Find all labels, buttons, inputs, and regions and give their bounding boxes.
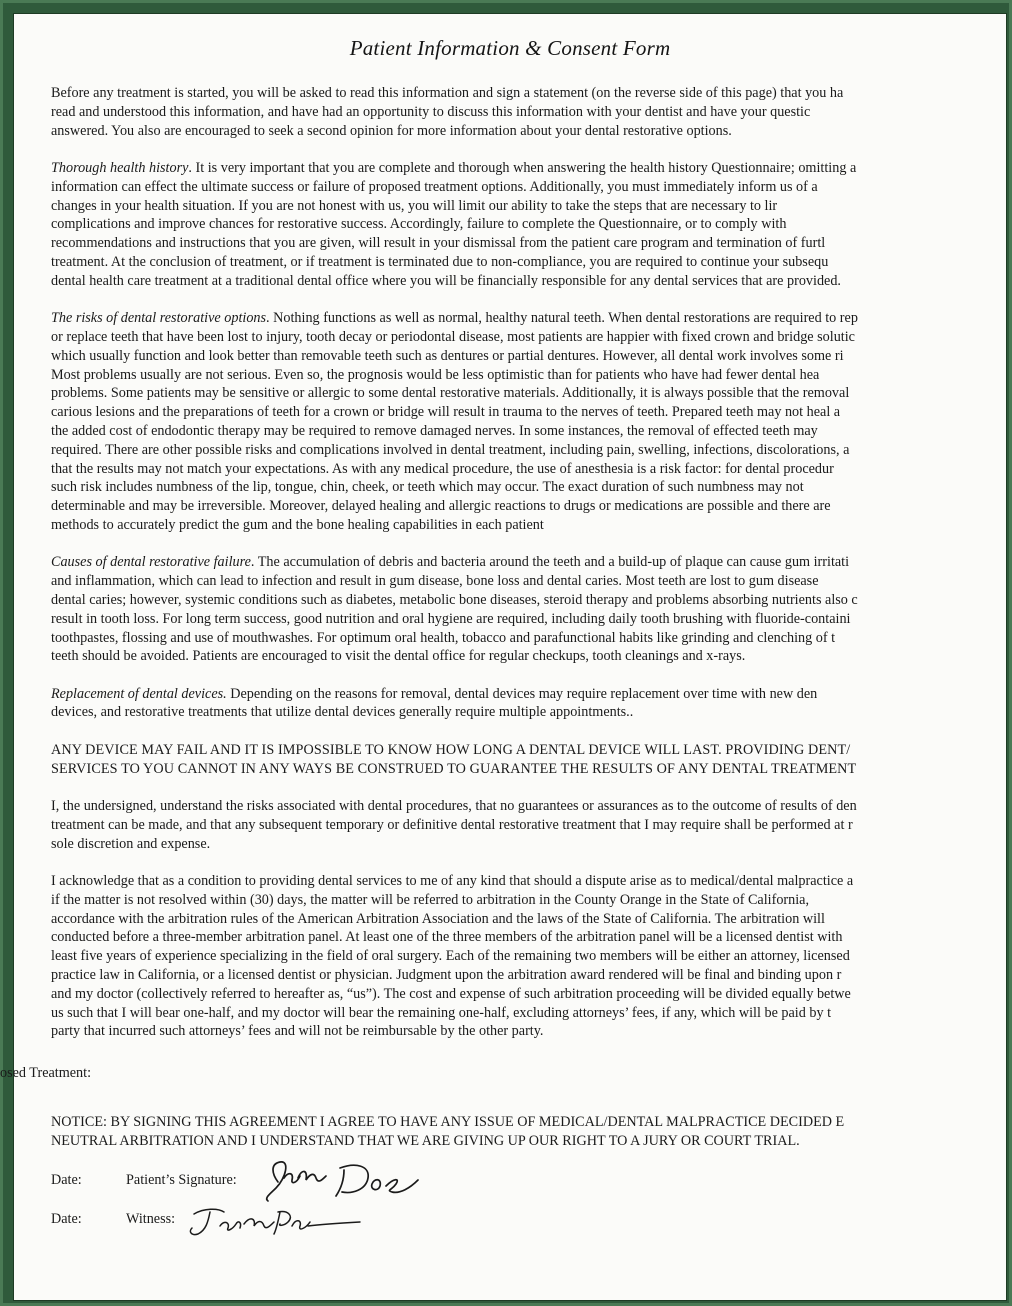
causes-first-line xyxy=(51,553,1011,572)
warning-line: SERVICES TO YOU CANNOT IN ANY WAYS BE CONSTRUED TO GUARANTEE THE RESULTS OF ANY DENTAL TREATMENT xyxy=(51,760,857,777)
health-history-line: complications and improve chances for restorative success. Accordingly, failure to complete the Questionnaire, or to comply with xyxy=(51,216,787,233)
consent-form-page xyxy=(0,13,1007,1301)
health-history-line: recommendations and instructions that you are given, will result in your dismissal from the patient care program and termination of furtl xyxy=(51,235,826,252)
risks-line: such risk includes numbness of the lip, tongue, chin, cheek, or teeth which may occur. The exact duration of such numbness may not xyxy=(51,479,804,496)
notice-line: NEUTRAL ARBITRATION AND I UNDERSTAND THAT WE ARE GIVING UP OUR RIGHT TO A JURY OR COURT TRIAL. xyxy=(51,1132,800,1149)
causes-heading: Causes of dental restorative failure xyxy=(51,554,251,571)
risks-line: . Nothing functions as well as normal, healthy natural teeth. When dental restorations are required to rep xyxy=(266,310,858,327)
intro-line: answered. You also are encouraged to seek a second opinion for more information about your dental restorative options. xyxy=(51,122,732,139)
undersigned-paragraph xyxy=(51,797,1011,853)
arbitration-line: conducted before a three-member arbitration panel. At least one of the three members of the arbitration panel will be a licensed dentist with xyxy=(51,929,843,946)
device-warning-paragraph xyxy=(51,741,1011,779)
causes-line: teeth should be avoided. Patients are encouraged to visit the dental office for regular checkups, tooth cleanings and x-rays. xyxy=(51,648,746,665)
risks-line: that the results may not match your expectations. As with any medical procedure, the use of anesthesia is a risk factor: for dental procedur xyxy=(51,460,834,477)
health-history-paragraph xyxy=(51,159,1011,291)
intro-line: read and understood this information, and have had an opportunity to discuss this information with your dentist and have your questic xyxy=(51,103,811,120)
undersigned-line: treatment can be made, and that any subsequent temporary or definitive dental restorative treatment that I may require shall be performed at r xyxy=(51,816,853,833)
arbitration-line: accordance with the arbitration rules of the American Arbitration Association and the laws of the State of California. The arbitration will xyxy=(51,910,825,927)
warning-line: ANY DEVICE MAY FAIL AND IT IS IMPOSSIBLE TO KNOW HOW LONG A DENTAL DEVICE WILL LAST. PROVIDING DENT/ xyxy=(51,741,851,758)
undersigned-line: sole discretion and expense. xyxy=(51,835,211,852)
health-history-line: changes in your health situation. If you are not honest with us, you will limit our ability to take the steps that are necessary to lir xyxy=(51,197,778,214)
arbitration-notice xyxy=(51,1113,1011,1151)
risks-heading: The risks of dental restorative options xyxy=(51,310,267,327)
arbitration-line: party that incurred such attorneys’ fees and will not be reimbursable by the other party. xyxy=(51,1023,544,1040)
undersigned-line: I, the undersigned, understand the risks associated with dental procedures, that no guarantees or assurances as to the outcome of results of den xyxy=(51,798,857,815)
arbitration-line: I acknowledge that as a condition to providing dental services to me of any kind that should a dispute arise as to medical/dental malpractice a xyxy=(51,873,854,890)
health-history-line: information can effect the ultimate success or failure of proposed treatment options. Additionally, you must immediately inform us of a xyxy=(51,178,818,195)
causes-paragraph xyxy=(51,553,1011,666)
risks-line: or replace teeth that have been lost to injury, tooth decay or periodontal disease, most patients are happier with fixed crown and bridge solutic xyxy=(51,328,855,345)
form-title: Patient Information & Consent Form xyxy=(349,36,671,60)
witness-label: Witness: xyxy=(126,1211,176,1227)
health-history-line: treatment. At the conclusion of treatment, or if treatment is terminated due to non-compliance, you are required to continue your subsequ xyxy=(51,253,829,270)
causes-line: toothpastes, flossing and use of mouthwashes. For optimum oral health, tobacco and parafunctional habits like grinding and clenching of t xyxy=(51,629,836,646)
health-history-line: . It is very important that you are complete and thorough when answering the health history Questionnaire; omitting a xyxy=(188,159,857,176)
risks-line: the added cost of endodontic therapy may be required to remove damaged nerves. In some instances, the removal of effected teeth may xyxy=(51,422,818,439)
arbitration-paragraph xyxy=(51,872,1011,1041)
proposed-treatment-label: osed Treatment: xyxy=(0,1065,92,1081)
arbitration-line: least five years of experience specializing in the field of oral surgery. Each of the remaining two members will be either an attorney, licensed xyxy=(51,948,850,965)
arbitration-line: and my doctor (collectively referred to hereafter as, “us”). The cost and expense of such arbitration proceeding will be divided equally betwe xyxy=(51,985,851,1002)
patient-date-label: Date: xyxy=(51,1172,82,1188)
witness-date-label: Date: xyxy=(51,1211,82,1227)
causes-line: . The accumulation of debris and bacteria around the teeth and a build-up of plaque can cause gum irritati xyxy=(250,554,850,571)
form-body xyxy=(51,84,1011,1060)
arbitration-line: practice law in California, or a licensed dentist or physician. Judgment upon the arbitration award rendered will be final and binding upon r xyxy=(51,967,842,984)
causes-line: result in tooth loss. For long term success, good nutrition and oral hygiene are required, including daily tooth brushing with fluoride-containi xyxy=(51,610,851,627)
arbitration-line: us such that I will bear one-half, and my doctor will bear the remaining one-half, excluding attorneys’ fees, if any, which will be paid by t xyxy=(51,1004,832,1021)
intro-paragraph xyxy=(51,84,1011,140)
risks-line: determinable and may be irreversible. Moreover, delayed healing and allergic reactions to drugs or medications are possible and there are xyxy=(51,498,831,515)
replacement-line: devices, and restorative treatments that utilize dental devices generally require multiple appointments.. xyxy=(51,704,634,721)
risks-line: Most problems usually are not serious. Even so, the prognosis would be less optimistic than for patients who have had fewer dental hea xyxy=(51,366,820,383)
risks-paragraph xyxy=(51,309,1011,535)
patient-signature-label: Patient’s Signature: xyxy=(126,1172,237,1188)
causes-line: and inflammation, which can lead to infection and result in gum disease, bone loss and dental caries. Most teeth are lost to gum disease xyxy=(51,573,819,590)
patient-signature xyxy=(260,1154,430,1204)
health-history-line: dental health care treatment at a traditional dental office where you will be financially responsible for any dental services that are provided. xyxy=(51,272,841,289)
intro-line: Before any treatment is started, you will be asked to read this information and sign a statement (on the reverse side of this page) that you ha xyxy=(51,85,844,101)
health-history-heading: Thorough health history xyxy=(51,159,189,176)
replacement-heading: Replacement of dental devices. xyxy=(51,685,227,702)
causes-line: dental caries; however, systemic conditions such as diabetes, metabolic bone diseases, steroid therapy and problems absorbing nutrients also c xyxy=(51,591,858,608)
replacement-first-line xyxy=(51,685,1011,704)
risks-line: carious lesions and the preparations of teeth for a crown or bridge will result in trauma to the nerves of teeth. Prepared teeth may not heal a xyxy=(51,404,841,421)
notice-line: NOTICE: BY SIGNING THIS AGREEMENT I AGREE TO HAVE ANY ISSUE OF MEDICAL/DENTAL MALPRACTICE DECIDED E xyxy=(51,1114,845,1130)
risks-line: methods to accurately predict the gum and the bone healing capabilities in each patient xyxy=(51,516,544,533)
arbitration-line: if the matter is not resolved within (30) days, the matter will be referred to arbitration in the County Orange in the State of California, xyxy=(51,891,810,908)
risks-line: required. There are other possible risks and complications involved in dental treatment, including pain, swelling, infections, discolorations, a xyxy=(51,441,850,458)
replacement-paragraph xyxy=(51,685,1011,723)
witness-signature xyxy=(184,1204,364,1240)
health-history-first-line xyxy=(51,159,1011,178)
risks-line: which usually function and look better than removable teeth such as dentures or partial dentures. However, all dental work involves some ri xyxy=(51,347,844,364)
risks-first-line xyxy=(51,309,1011,328)
replacement-line: Depending on the reasons for removal, dental devices may require replacement over time with new den xyxy=(226,685,818,702)
risks-line: problems. Some patients may be sensitive or allergic to some dental restorative materials. Additionally, it is always possible that the removal xyxy=(51,385,850,402)
